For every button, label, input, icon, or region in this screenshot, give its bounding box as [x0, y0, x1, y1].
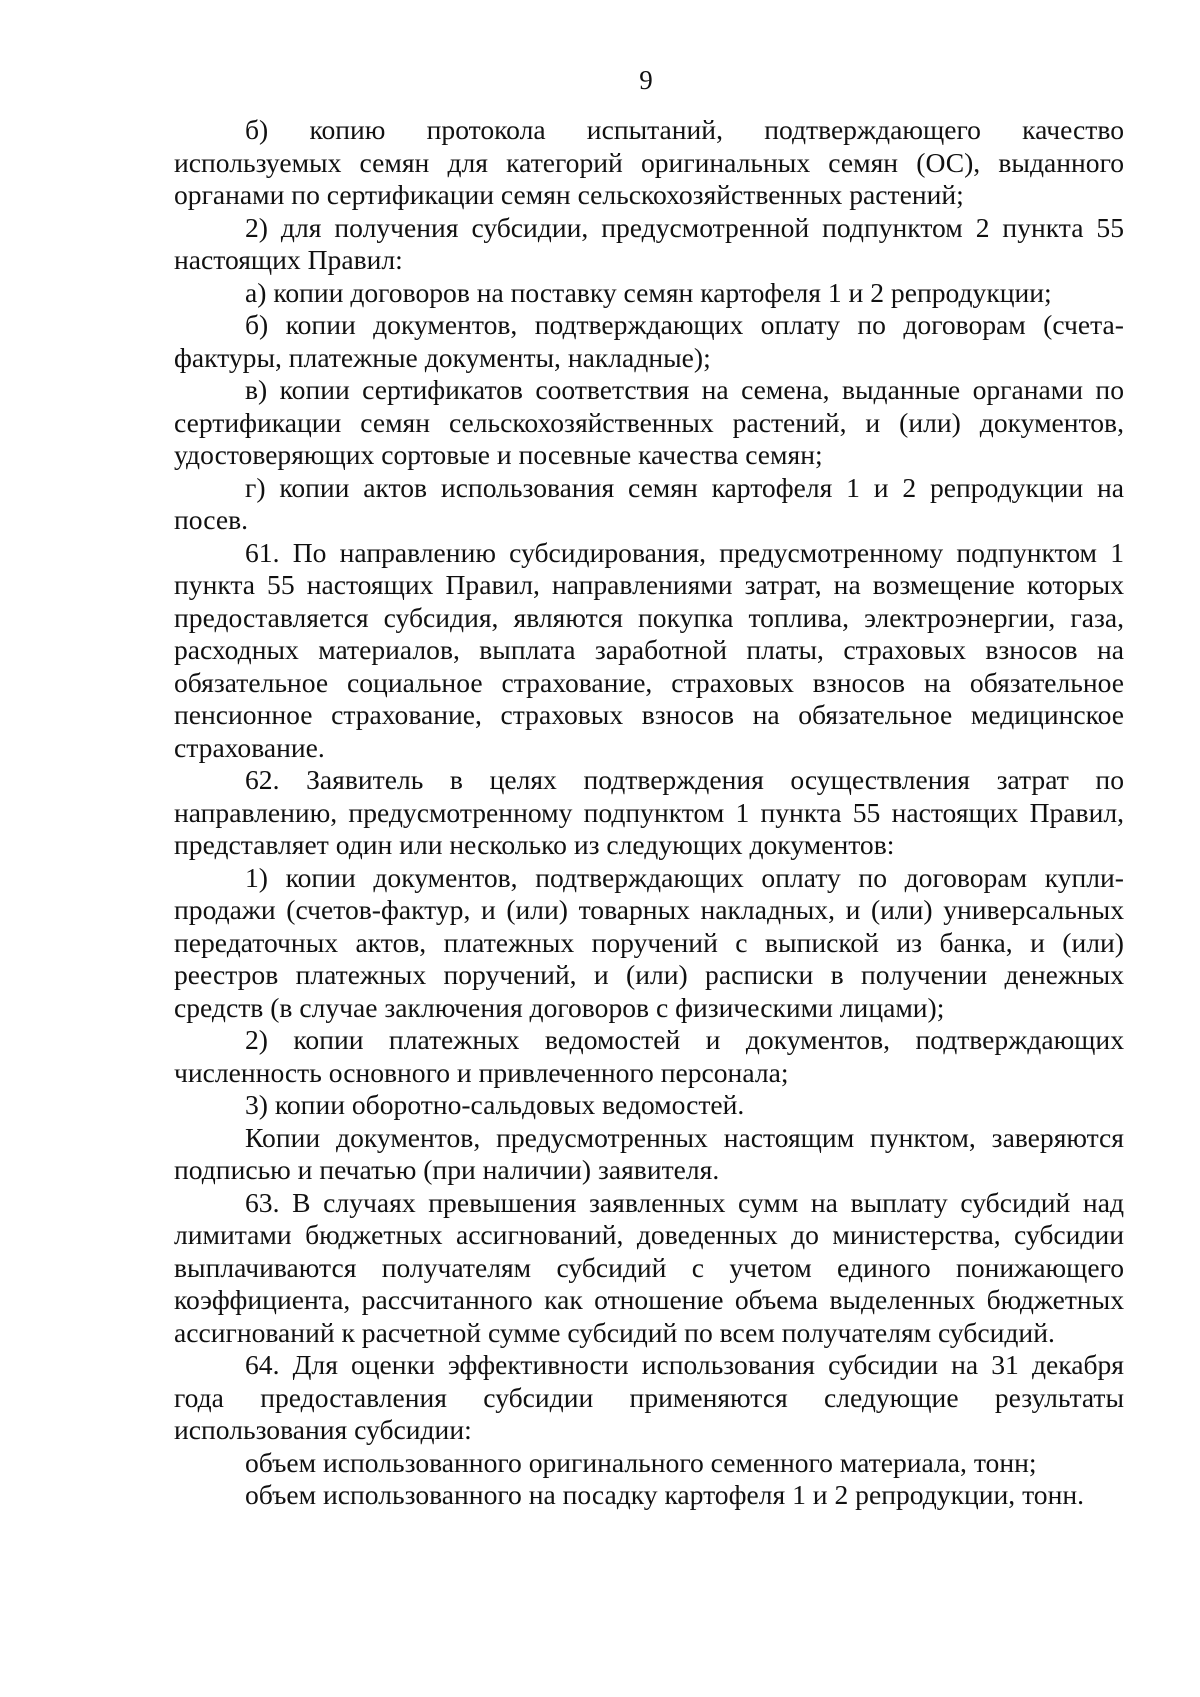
paragraph-62-item-1: 1) копии документов, подтверждающих оплату по договорам купли-продажи (счетов-фактур, и (или) товарных накладных, и (или) универсальных передаточных актов, платежных поручений с выпиской из банка, и (или) реестров платежных поручений, и (или) расписки в получении денежных средств (в случае заключения договоров с физическими лицами); [174, 861, 1124, 1023]
paragraph-item-v-certificates: в) копии сертификатов соответствия на семена, выданные органами по сертификации семян сельскохозяйственных растений, и (или) документов, удостоверяющих сортовые и посевные качества семян; [174, 374, 1124, 470]
paragraph-62-certification: Копии документов, предусмотренных настоящим пунктом, заверяются подписью и печатью (при наличии) заявителя. [174, 1121, 1124, 1185]
paragraph-62: 62. Заявитель в целях подтверждения осуществления затрат по направлению, предусмотренному подпунктом 1 пункта 55 настоящих Правил, представляет один или несколько из следующих документов: [174, 764, 1124, 860]
paragraph-64: 64. Для оценки эффективности использования субсидии на 31 декабря года предоставления субсидии применяются следующие результаты использования субсидии: [174, 1349, 1124, 1445]
paragraph-item-b-payment-docs: б) копии документов, подтверждающих оплату по договорам (счета-фактуры, платежные документы, накладные); [174, 309, 1124, 373]
paragraph-61: 61. По направлению субсидирования, предусмотренному подпунктом 1 пункта 55 настоящих Правил, направлениями затрат, на возмещение которых предоставляется субсидия, являются покупка топлива, электроэнергии, газа, расходных материалов, выплата заработной платы, страховых взносов на обязательное социальное страхование, страховых взносов на обязательное пенсионное страхование, страховых взносов на обязательное медицинское страхование. [174, 536, 1124, 763]
paragraph-62-item-2: 2) копии платежных ведомостей и документов, подтверждающих численность основного и привлеченного персонала; [174, 1024, 1124, 1088]
paragraph-subsidy-subpoint-2: 2) для получения субсидии, предусмотренной подпунктом 2 пункта 55 настоящих Правил: [174, 211, 1124, 275]
page-number: 9 [639, 65, 653, 95]
paragraph-item-g-usage-acts: г) копии актов использования семян картофеля 1 и 2 репродукции на посев. [174, 471, 1124, 535]
paragraph-item-b-protocol-copy: б) копию протокола испытаний, подтверждающего качество используемых семян для категорий оригинальных семян (ОС), выданного органами по сертификации семян сельскохозяйственных растений; [174, 114, 1124, 210]
paragraph-64-result-2: объем использованного на посадку картофеля 1 и 2 репродукции, тонн. [245, 1479, 1085, 1510]
paragraph-64-result-1: объем использованного оригинального семенного материала, тонн; [245, 1446, 1037, 1478]
paragraph-62-item-3: 3) копии оборотно-сальдовых ведомостей. [245, 1089, 745, 1120]
paragraph-63: 63. В случаях превышения заявленных сумм на выплату субсидий над лимитами бюджетных ассигнований, доведенных до министерства, субсидии выплачиваются получателям субсидий с учетом единого понижающего коэффициента, рассчитанного как отношение объема выделенных бюджетных ассигнований к расчетной сумме субсидий по всем получателям субсидий. [174, 1186, 1124, 1348]
paragraph-item-a-contracts: а) копии договоров на поставку семян картофеля 1 и 2 репродукции; [245, 276, 1052, 308]
document-body [174, 114, 1124, 1512]
